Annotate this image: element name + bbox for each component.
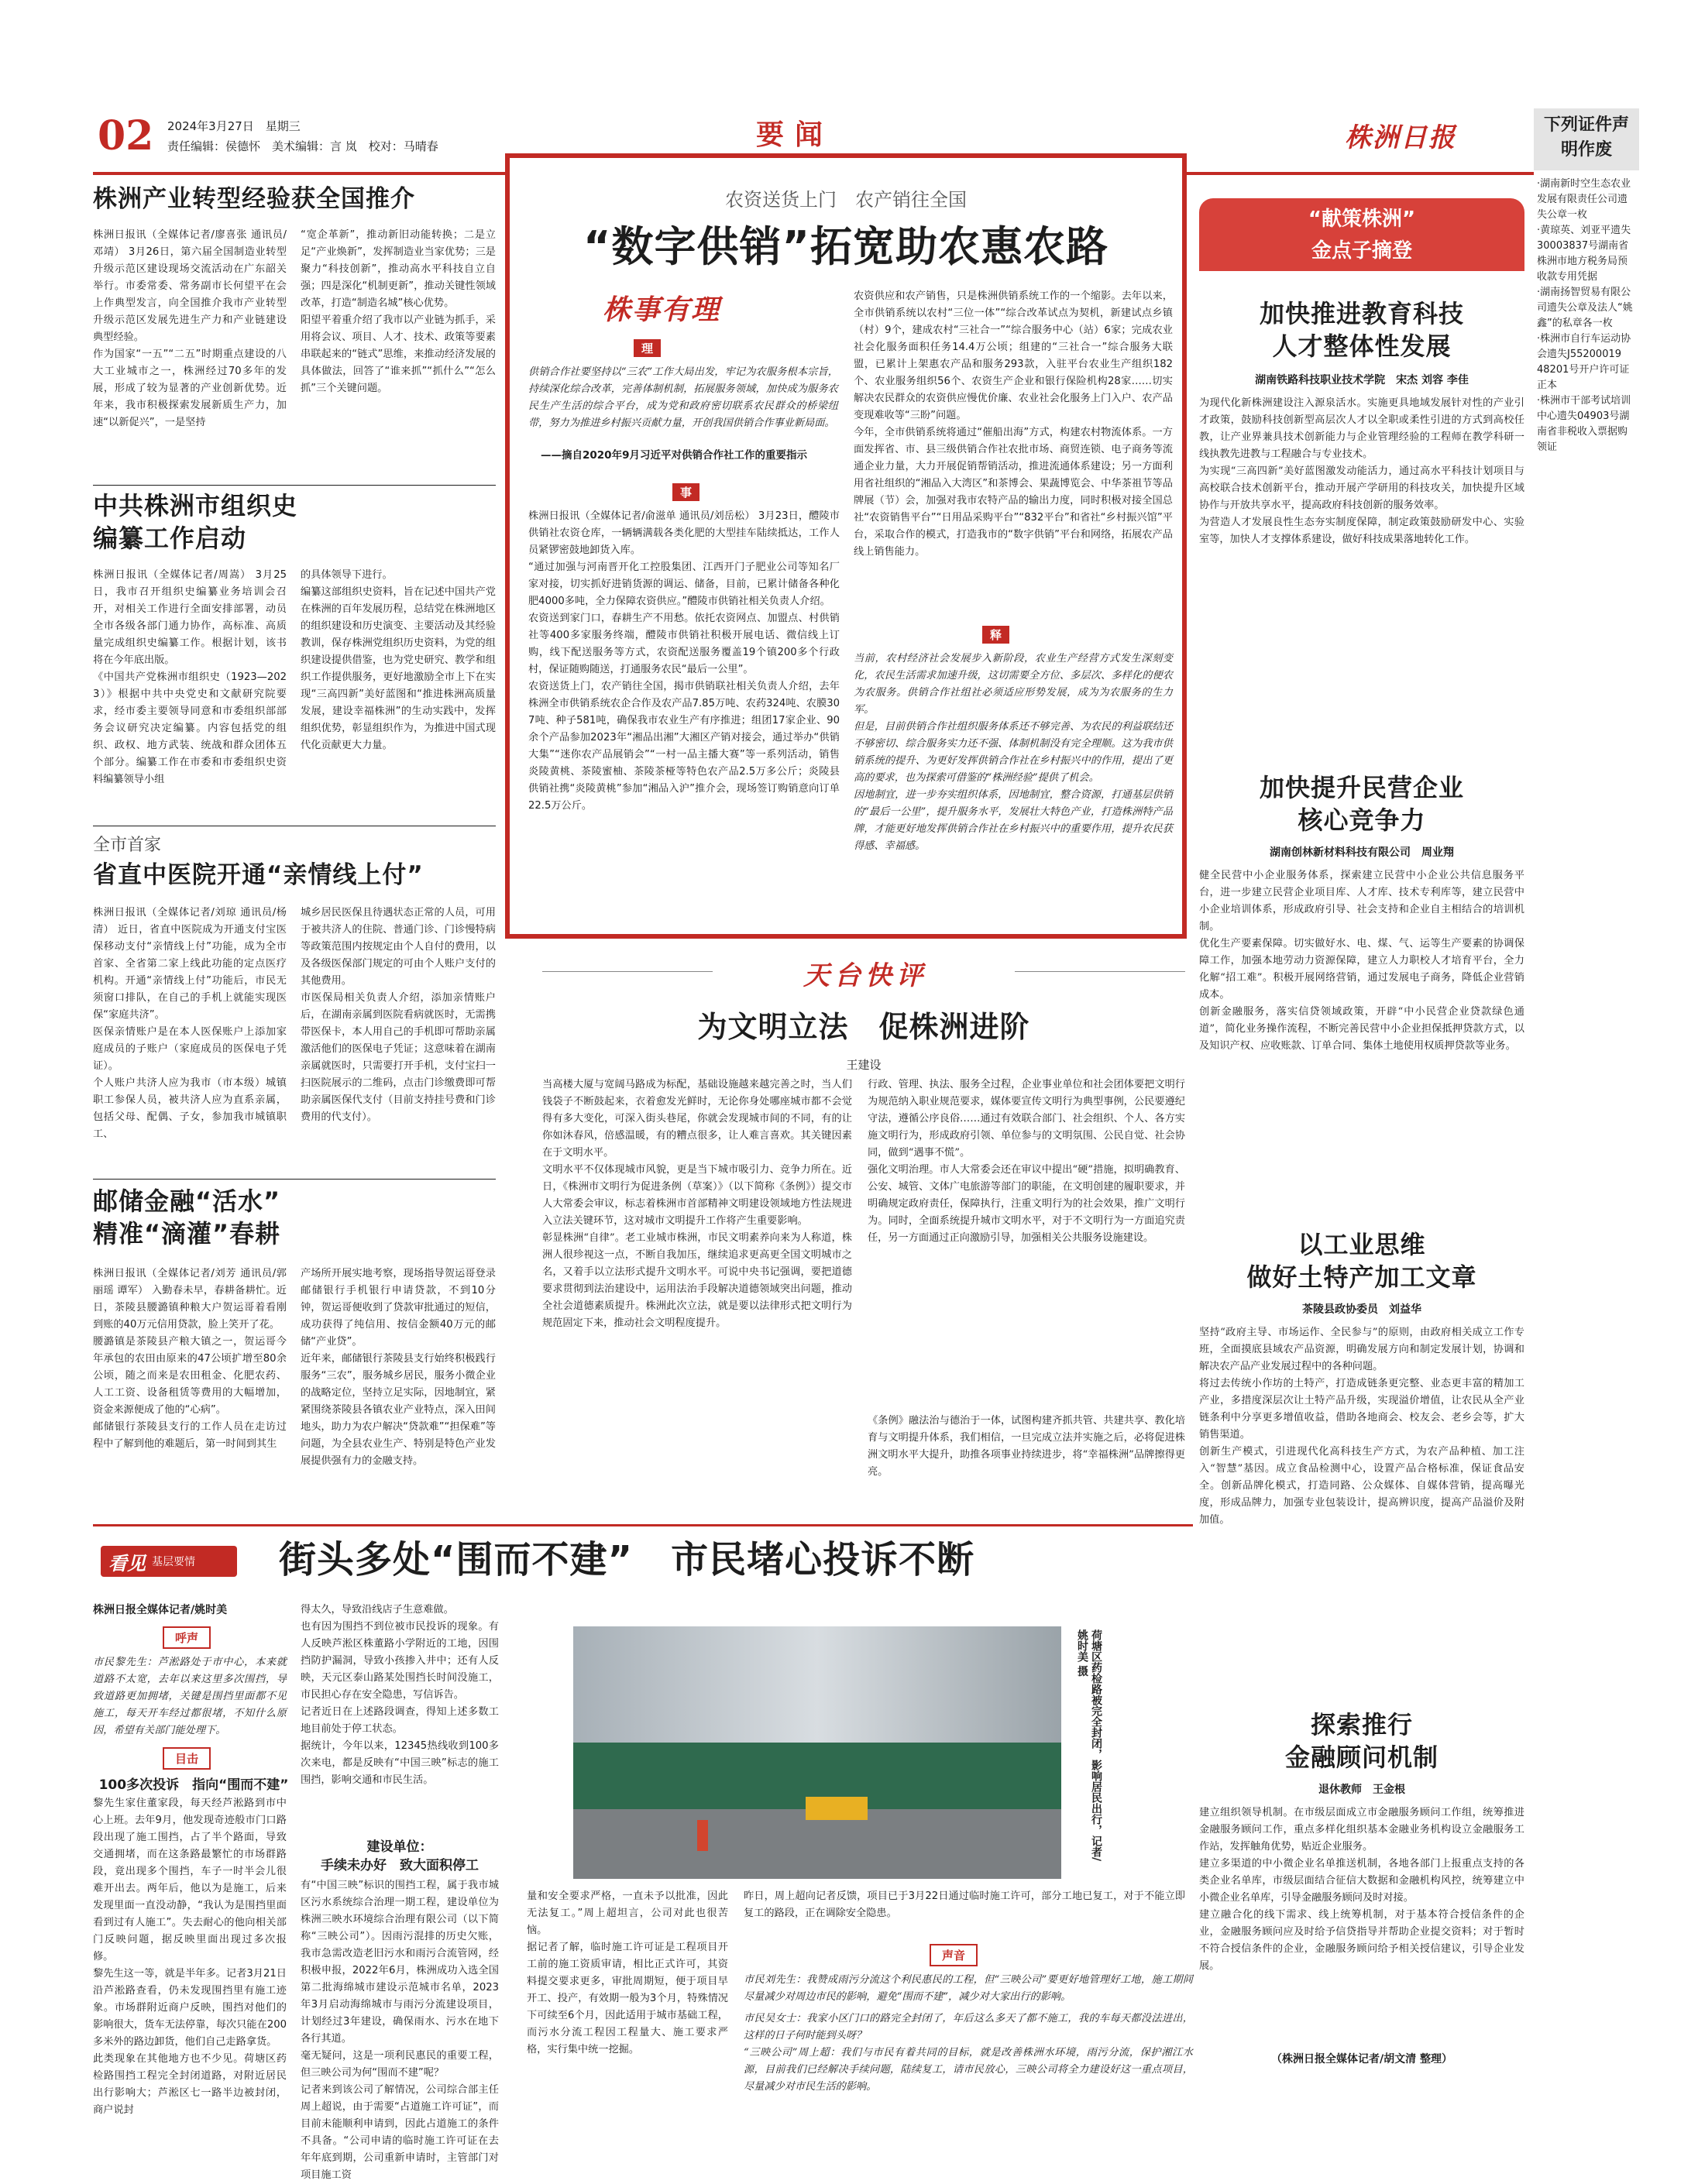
subhead: 建设单位： [366,1839,433,1855]
tag-hu: 呼声 [163,1626,211,1649]
hu-text: 市民黎先生：芦淞路处于市中心，本来就道路不太宽，去年以来这里多次围挡，导致道路更加拥堵，关键是围挡里面都不见施工，每天开车经过都很堵，不知什么原因，希望有关部门能处理下。 [93,1657,287,1736]
headline: 邮储金融“活水” [93,1186,281,1216]
headline: 加快提升民营企业 [1259,773,1464,802]
badge-main: 看见 [108,1551,146,1574]
proposals-title-block [1199,198,1524,271]
divider [542,971,713,972]
notice-item: ·湖南新时空生态农业发展有限责任公司遗失公章一枚 [1537,178,1631,221]
notice-column [1534,108,1639,542]
proposal-text: 为现代化新株洲建设注入源泉活水。实施更具地域发展针对性的产业引才政策，鼓励科技创新型高层次人才以全职或柔性引进的方式到高校任教，让产业界兼具技术创新能力与企业管理经验的工程师在教学科研一线执教先进教与工程融合与专业技术。 为实现“三高四新”美好蓝图激发动能活力，通过高水平科技计划项目与高校联合技术创新平台，推动开展产学研用的科技攻关，加快提升区域协作与开放共享水平，提高政府科技创新的服务效率。 为营造人才发展良性生态夯实制度保障，制定政策鼓励研发中心、实验室等，加快人才支撑体系建设，做好科技成果落地转化工作。 [1199,397,1524,545]
proposal-item [1199,1708,1524,2080]
article-col: 城乡居民医保且待遇状态正常的人员，可用于被共济人的住院、普通门诊、门诊慢特病等政策范围内按规定由个人自付的费用，以及各级医保部门规定的可由个人账户支付的其他费用。 市医保局相关负责人介绍，添加亲情账户后，在湖南亲属到医院看病就医时，无需携带医保卡，本人用自己的手机即可帮助亲属激活他们的医保电子凭证；这意味着在湖南亲属就医时，只需要打开手机，支付宝扫一扫医院展示的二维码，点击门诊缴费即可帮助亲属医保代支付（目前支持挂号费和门诊费用的代支付）。 [301,907,496,1123]
byline: 退休教师 王金根 [1318,1784,1405,1796]
headline: 加快推进教育科技 [1259,299,1464,328]
mu-text: 黎先生家住董家段，每天经芦淞路到市中心上班。去年9月，他发现奇迹般市门口路段出现了施工围挡，占了半个路面，导致交通拥堵，而在这条路最繁忙的市场群路段，竟出现多个围挡，车子一时半会儿很难开出去。两年后，他以为是施工，后来发现里面一直没动静，“我认为是围挡里面看到过有人施工”。失去耐心的他向相关部门反映问题，据反映里面出现过多次报修。 黎先生这一等，就是半年多。记者3月21日沿芦淞路查看，仍未发现围挡里有施工迹象。市场群附近商户反映，围挡对他们的影响很大，货车无法停靠，每次只能在200多米外的路边卸货，他们自己走路拿货。 此类现象在其他地方也不少见。荷塘区药检路围挡工程完全封闭道路，对附近居民出行影响大；芦淞区七一路半边被封闭，商户说封 [93,1798,287,2116]
byline: 湖南铁路科技职业技术学院 宋杰 刘容 李佳 [1255,374,1469,386]
article-col: 株洲日报讯（全媒体记者/周嵩） 3月25日，我市召开组织史编纂业务培训会召开，对相关工作进行全面安排部署，动员全市各级各部门通力协作，高标准、高质量完成组织史编纂工作。根据计划，该书将在今年底出版。 《中国共产党株洲市组织史（1923—2023）》根据中共中央党史和文献研究院要求，经市委主要领导同意和市委组织部部务会议研究决定编纂。内容包括党的组织、政权、地方武装、统战和群众团体五个部分。编纂工作在市委和市委组织史资料编纂领导小组 [93,569,287,785]
column-logo: 天台快评 [803,960,927,991]
photo-sign [806,1797,868,1820]
notice-item: ·湖南扬智贸易有限公司遗失公章及法人“姚鑫”的私章各一枚 [1537,287,1633,329]
proposals-title: 金点子摘登 [1311,239,1412,263]
headline: “数字供销”拓宽助农惠农路 [583,222,1109,271]
headline: 金融顾问机制 [1284,1743,1438,1772]
commentary-article [542,948,1185,1513]
article-col: 的具体领导下进行。 编纂这部组织史资料，旨在记述中国共产党在株洲的百年发展历程，总结党在株洲地区的组织建设和历史演变、主要活动及其经验教训，保存株洲党组织历史资料，为党的组织建设提供借鉴，也为党史研究、教学和组织工作提供服务，更好地激励全市上下在实现“三高四新”美好蓝图和“推进株洲高质量发展，建设幸福株洲”的生动实践中，发挥组织优势，彰显组织作为，为推进中国式现代化贡献更大力量。 [301,569,496,751]
commentary-col: 当高楼大厦与宽阔马路成为标配，基础设施越来越完善之时，当人们钱袋子不断鼓起来，衣着愈发光鲜时，无论你身处哪座城市都不会觉得有多大变化，可深入街头巷尾，你就会发现城市间的不同，有的让你如沐春风，倍感温暖，有的糟点很多，让人难言喜欢。其关键因素在于文明水平。 文明水平不仅体现城市风貌，更是当下城市吸引力、竞争力所在。近日，《株洲市文明行为促进条例（草案）》（以下简称《条例》）提交市人大常委会审议，标志着株洲市首部精神文明建设领域地方性法规进入立法关键环节，这对城市文明提升工作将产生重要影响。 彰显株洲“自律”。老工业城市株洲，市民文明素养向来为人称道，株洲人很珍视这一点，不断自我加压，继续追求更高更全国文明城市之名，又着手以立法形式提升文明水平。可说中央书记强调，要把道德要求贯彻到法治建设中，运用法治手段解决道德领域突出问题，推动全社会道德素质提升。株洲此次立法，就是要以法律形式把文明行为规范固定下来，推动社会文明程度提升。 [542,1079,852,1329]
kicker: 全市首家 [93,836,162,855]
headline: 街头多处“围而不建” 市民堵心投诉不断 [279,1538,975,1581]
article-col: 株洲日报讯（全媒体记者/刘芳 通讯员/郭丽瑶 谭军） 入勤春未早，春耕备耕忙。近日，茶陵县腰潞镇种粮大户贺运哥着看刚到账的40万元信用贷款，脸上笑开了花。 腰潞镇是茶陵县产粮大镇之一，贺运哥今年承包的农田由原来的47公顷扩增至80余公顷，随之而来是农田租金、化肥农药、人工工资、设备租赁等费用的大幅增加，资金来源便成了他的“心病”。 邮储银行茶陵县支行的工作人员在走访过程中了解到他的难题后，第一时间到其生 [93,1268,287,1450]
article-hospital-payment [93,832,496,1173]
li-quote: 供销合作社要坚持以“三农”工作大局出发，牢记为农服务根本宗旨，持续深化综合改革，完善体制机制，拓展服务领域，加快成为服务农民生产生活的综合平台，成为党和政府密切联系农民群众的桥梁纽带，努力为推进乡村振兴贡献力量，开创我国供销合作事业新局面。 [528,366,838,429]
headline: 株洲产业转型经验获全国推介 [93,185,415,213]
bottom-col: 得太久，导致沿线店子生意难做。 也有因为围挡不到位被市民投诉的现象。有人反映芦淞区株董路小学附近的工地，因围挡防护漏洞，导致小孩掺入井中；还有人反映，天元区泰山路某处围挡长时间没施工，市民担心存在安全隐患，写信诉告。 记者近日在上述路段调查，得知上述多数工地目前处于停工状态。 据统计，今年以来，12345热线收到100多次来电，都是反映有“中国三映”标志的施工围挡，影响交通和市民生活。 [301,1604,499,1786]
kicker: 农资送货上门 农产销往全国 [725,189,967,211]
sheng-text: “三映公司”周上超：我们与市民有着共同的目标，就是改善株洲水环境，雨污分流，保护湘江水源，目前我们已经解决手续问题，陆续复工，请市民放心，三映公司将全力建设好这一重点项目，尽量减少对市民生活的影响。 [744,2047,1193,2093]
bottom-feature [93,1524,1193,2181]
headline: 为文明立法 促株洲进阶 [697,1010,1030,1044]
divider [93,485,496,486]
proposals-footer: （株洲日报全媒体记者/胡文清 整理） [1271,2053,1452,2066]
article-org-history [93,489,496,822]
commentary-col: 《条例》融法治与德治于一体，试图构建齐抓共管、共建共享、教化培育与文明提升体系，我们相信，一旦完成立法并实施之后，必将促进株洲文明水平大提升，助推各项事业持续进步，将“幸福株洲”品牌擦得更亮。 [868,1415,1185,1478]
headline: 探索推行 [1310,1710,1413,1739]
article-col: 株洲日报讯（全媒体记者/刘琼 通讯员/杨清） 近日，省直中医院成为开通支付宝医保移动支付“亲情线上付”功能，成为全市首家、全省第二家上线此功能的定点医疗机构。开通“亲情线上付”功能后，市民无须窗口排队，在自己的手机上就能实现医保“家庭共济”。 医保亲情账户是在本人医保账户上添加家庭成员的子账户（家庭成员的医保电子凭证）。 个人账户共济人应为我市（市本级）城镇职工参保人员，被共济人应为直系亲属，包括父母、配偶、子女，参加我市城镇职工、 [93,907,287,1140]
divider [93,1179,496,1180]
proposal-item [1199,1228,1524,1693]
article-industry-transformation [93,182,496,484]
editors-line: 责任编辑：侯德怀 美术编辑：言 岚 校对：马晴春 [167,139,438,153]
byline: 株洲日报全媒体记者/姚时美 [93,1604,228,1616]
divider [1015,971,1185,972]
section-tag-shi2: 释 [982,626,1009,644]
article-col: “宽企革新”，推动新旧动能转换；二是立足“产业焕新”，发挥制造业当家优势；三是聚力“科技创新”，推动高水平科技自立自强；四是深化“机制更新”，推动关键性领域改革，打造“制造名城”核心优势。 阳望平着重介绍了我市以产业链为抓手，采用将会议、项目、人才、技术、政策等要素串联起来的“链式”思维，来推动经济发展的具体做法，回答了“谁来抓”“抓什么”“怎么抓”三个关键问题。 [301,229,496,394]
photo-building [573,1626,1061,1743]
byline: 王建设 [846,1058,882,1072]
proposals-title: “献策株洲” [1308,208,1416,231]
proposal-text: 健全民营中小企业服务体系，探索建立民营中小企业公共信息服务平台，进一步建立民营企业项目库、人才库、技术专利库等，建立民营中小企业培训体系，形成政府引导、社会支持和企业自主相结合的培训机制。 优化生产要素保障。切实做好水、电、煤、气、运等生产要素的协调保障工作，加强本地劳动力资源保障，建立人力职校人才培育平台，全力化解“招工难”。积极开展网络营销，通过发展电子商务，降低企业营销成本。 创新金融服务，落实信贷领域政策，开辟“中小民营企业贷款绿色通道”，简化业务操作流程，不断完善民营中小企业担保抵押贷款方式，以及知识产权、应收账款、订单合同、集体土地使用权质押贷款等业务。 [1199,870,1524,1052]
newspaper-logo: 株洲日报 [1345,122,1456,153]
headline: 做好土特产加工文章 [1246,1262,1477,1292]
section-tag-shi: 事 [672,483,699,501]
shi2-text: 当前，农村经济社会发展步入新阶段，农业生产经营方式发生深刻变化，农民生活需求加速升级，这切需要全方位、多层次、多样化的便农为农服务。供销合作社组社必须适应形势发展，成为为农服务的生力军。 但是，目前供销合作社组织服务体系还不够完善、为农民的利益联结还不够密切、综合服务实力还不强、体制机制没有完全理顺。这为我市供销系统的提升、为更好发挥供销合作社在乡村振兴中的作用，提出了更高的要求，也为探索可借鉴的“株洲经验”提供了机会。 因地制宜，进一步夯实组织体系，因地制宜，整合资源，打通基层供销的“最后一公里”，提升服务水平，发展壮大特色产业，打造株洲特产品牌，才能更好地发挥供销合作社在乡村振兴中的重要作用，提升农民获得感、幸福感。 [854,653,1173,852]
shi-text: 株洲日报讯（全媒体记者/俞滋单 通讯员/刘岳松） 3月23日，醴陵市供销社农资仓库，一辆辆满载各类化肥的大型挂车陆续抵达，工作人员紧锣密鼓地卸货入库。 “通过加强与河南晋开化工控股集团、江西开门子肥业公司等知名厂家对接，切实抓好进销货源的调运、储备，目前，已累计储备各种化肥4000多吨，全力保障农资供应。”醴陵市供销社相关负责人介绍。 农资送到家门口，春耕生产不用愁。依托农资网点、加盟点、村供销社等400多家服务终端，醴陵市供销社积极开展电话、微信线上订购，线下配送服务等方式，农资配送服务覆盖19个镇200多个行政村，保证随购随送，打通服务农民“最后一公里”。 农资送货上门，农产销往全国，揭市供销联社相关负责人介绍，去年株洲全市供销系统农企合作及农产品7.85万吨、农药324吨、农膜307吨、种子581吨，确保我市农业生产有序推进；组团17家企业、90余个产品参加2023年“湘品出湘”大湘区产销对接会，通过举办“供销大集”“迷你农产品展销会”“一村一品主播大赛”等一系列活动，销售炎陵黄桃、茶陵蜜柚、茶陵茶桠等特色农产品2.5万多公斤；炎陵县供销社携“炎陵黄桃”参加“湘品入沪”推介会，现场签订购销意向订单22.5万公斤。 [528,510,840,812]
badge-sub: 基层要情 [152,1556,195,1568]
featured-col3: 农资供应和农产销售，只是株洲供销系统工作的一个缩影。去年以来，全市供销系统以农村“三位一体”“综合改革试点为契机，新建试点乡镇（村）9个，建成农村“三社合一”“综合服务中心（站）6家；完成农业社会化服务面积任务14.4万公顷；组建的“三社合一”综合服务大联盟，已累计上架惠农产品和服务293款，入驻平台农业生产组织182个、农业服务组织56个、农资生产企业和银行保险机构28家……切实解决农民群众的农资供应慢优价廉、农业社会化服务上门入户、农产品变现难收等“三盼”问题。 今年，全市供销系统将通过“催船出海”方式，构建农村物流体系。一方面发挥省、市、县三级供销合作社农批市场、商贸连锁、电子商务等流通企业力量，大力开展促销帮销活动，推进流通体系建设；另一方面利用省社组织的“湘品入大湾区”和茶博会、果蔬博览会、中华茶祖节等品牌展（节）会，加强对我市农特产品的输出力度，同时积极对接全国总社“农资销售平台”“日用品采购平台”“832平台”和省社“乡村振兴馆”平台，采取合作的模式，打造我市的“数字供销”平台和网络，拓展农产品线上销售能力。 [854,290,1173,558]
photo-caption: 荷塘区药检路被完全封闭，影响居民出行，记者/姚时美 摄 [1076,1629,1102,1862]
article-postal-finance [93,1185,496,1518]
proposal-text: 坚持“政府主导、市场运作、全民参与”的原则，由政府相关成立工作专班，全面摸底县域农产品资源，明确发展方向和制定发展计划，协调和解决农产品产业发展过程中的各种问题。 将过去传统小作坊的土特产，打造成链条更完整、业态更丰富的精加工产业，多措度深层次让土特产品升级，实现溢价增值，让农民从全产业链条利中分享更多增值收益，借助各地商会、校友会、老乡会等，扩大销售渠道。 创新生产模式，引进现代化高科技生产方式，为农产品种植、加工注入“智慧”基因。成立食品检测中心，设置产品合格标准，保证食品安全。创新品牌化模式，打造同路、公众媒体、自媒体营销，提高曝光度，形成品牌力，加强专业包装设计，提高辨识度，提高产品溢价及附加值。 [1199,1327,1524,1526]
headline: 省直中医院开通“亲情线上付” [93,861,424,889]
proposals-column [1199,198,1524,2080]
section-name: 要闻 [756,119,834,151]
notice-title: 下列证件声明作废 [1534,108,1639,170]
tag-sheng: 声音 [930,1944,978,1966]
li-source: ——摘自2020年9月习近平对供销合作社工作的重要指示 [541,449,807,462]
byline: 湖南创林新材料科技有限公司 周业翔 [1270,846,1454,859]
headline: 核心竞争力 [1298,805,1426,835]
divider [93,1524,1193,1526]
headline: 精准“滴灌”春耕 [93,1219,281,1248]
bottom-col: 昨日，周上超向记者反馈，项目已于3月22日通过临时施工许可，部分工地已复工，对于不能立即复工的路段，正在调除安全隐患。 [744,1890,1185,1919]
headline: 人才整体性发展 [1272,331,1452,361]
sheng-text: 市民吴女士：我家小区门口的路完全封闭了，年后这么多天了都不施工，我的车每天都没法进出，这样的日子何时能到头呀？ [744,2013,1193,2041]
article-col: 产场所开展实地考察，现场指导贺运哥登录邮储银行手机银行申请贷款，不到10分钟，贺运哥便收到了贷款审批通过的短信，成功获得了纯信用、按信金额40万元的邮储“产业贷”。 近年来，邮储银行茶陵县支行始终积极践行服务“三农”，服务城乡居民，服务小微企业的战略定位，坚持立足实际，因地制宜，紧紧围绕茶陵县各镇农业产业特点，深入田间地头，助力为农户解决“贷款难”“担保难”等问题，为全县农业生产、特别是特色产业发展提供强有力的金融支持。 [301,1268,496,1467]
notice-item: ·株洲市干部考试培训中心遗失04903号湖南省非税收入票据购领证 [1537,395,1631,453]
photo-cone [697,1820,708,1851]
featured-article-box [505,153,1187,939]
sheng-text: 市民刘先生：我赞成雨污分流这个利民惠民的工程，但“三映公司”要更好地管理好工地，施工期间尽量减少对周边市民的影响，避免“围而不建”，减少对大家出行的影响。 [744,1974,1193,2003]
notice-item: ·黄琼英、刘亚平遗失30003837号湖南省株洲市地方税务局预收款专用凭据 [1537,225,1631,283]
news-photo [573,1626,1061,1879]
headline: 以工业思维 [1298,1230,1426,1259]
headline: 编纂工作启动 [93,524,247,553]
notice-item: ·株洲市自行车运动协会遗失J55200019 48201号开户许可证正本 [1537,333,1631,391]
proposal-text: 建立组织领导机制。在市级层面成立市金融服务顾问工作组，统筹推进金融服务顾问工作，重点多样化组织基本金融业务机构设立金融服务工作站，发挥触角优势，贴近企业服务。 建立多渠道的中小微企业名单推送机制，各地各部门上报重点支持的各类企业名单库，市级层面结合征信大数据和金融机构风控，统筹建立中小微企业名单库，引导金融服务顾问及时对接。 建立融合化的线下需求、线上统筹机制，对于基本符合授信条件的企业，金融服务顾问应及时给予信贷指导并帮助企业提交资料；对于暂时不符合授信条件的企业，金融服务顾问给予相关授信建议，引导企业发展。 [1199,1807,1524,1972]
page-number: 02 [98,112,154,160]
byline: 茶陵县政协委员 刘益华 [1302,1303,1421,1316]
column-logo: 株事有理 [603,294,721,326]
subhead: 100多次投诉 指向“围而不建” [98,1777,289,1793]
headline: 中共株洲市组织史 [93,491,298,520]
proposal-item [1199,297,1524,750]
feature-badge [101,1546,237,1577]
bottom-col: 有“中国三映”标识的围挡工程，属于我市城区污水系统综合治理一期工程，建设单位为株洲三映水环境综合治理有限公司（以下简称“三映公司”）。因雨污混排的历史欠账，我市急需改造老旧污水和雨污合流管网，经积极申报，2022年6月，株洲成功入选全国第二批海绵城市建设示范城市名单，2023年3月启动海绵城市与雨污分流建设项目，计划经过3年建设，确保雨水、污水在地下各行其道。 毫无疑问，这是一项利民惠民的重要工程，但三映公司为何“围而不建”呢？ 记者来到该公司了解情况，公司综合部主任周上超说，由于需要“占道施工许可证”，而目前未能顺利申请到，因此占道施工的条件不具备。“公司申请的临时施工许可证在去年年底到期，公司重新申请时，主管部门对项目施工资 [301,1880,499,2181]
commentary-col: 行政、管理、执法、服务全过程，企业事业单位和社会团体要把文明行为规范纳入职业规范要求，媒体要宣传文明行为典型事例，公民要遵纪守法，遵循公序良俗……通过有效联合部门、社会组织、个人、各方实施文明行为，形成政府引领、单位参与的文明氛围、公民自觉、社会协同，做到“遇事不慌”。 强化文明治理。市人大常委会还在审议中提出“硬”措施，拟明确教育、公安、城管、文体广电旅游等部门的职能，在文明创建的履职要求，并明确规定政府责任，保障执行，注重文明行为的社会效果，推广文明行为。同时，全面系统提升城市文明水平，对于不文明行为一方面追究责任，另一方面通过正向激励引导，加强相关公共服务设施建设。 [868,1079,1185,1244]
bottom-col: 量和安全要求严格，一直未予以批准，因此无法复工。”周上超坦言，公司对此也很苦恼。 据记者了解，临时施工许可证是工程项目开工前的施工资质审请，相比正式许可，其资料提交要求更多，审批周期短，便于项目早开工、投产，有效期一般为3个月，特殊情况下可续至6个月，因此适用于城市基础工程，而污水分流工程因工程量大、施工要求严格，实行集中统一挖掘。 [527,1890,728,2055]
article-col: 株洲日报讯（全媒体记者/廖喜张 通讯员/邓靖） 3月26日，第六届全国制造业转型升级示范区建设现场交流活动在广东韶关举行。市委常委、常务副市长何望平在会上作典型发言，向全国推介我市产业转型升级示范区发展先进生产力和产业链建设典型经验。 作为国家“一五”“二五”时期重点建设的八大工业城市之一，株洲经过70多年的发展，形成了较为显著的产业创新优势。近年来，我市积极探索发展新质生产力，加速“以新促兴”，一是坚持 [93,229,287,428]
section-tag-li: 理 [634,339,661,357]
issue-date: 2024年3月27日 星期三 [167,119,301,133]
tag-mu: 目击 [163,1747,211,1770]
subhead: 手续未办好 致大面积停工 [321,1858,479,1873]
